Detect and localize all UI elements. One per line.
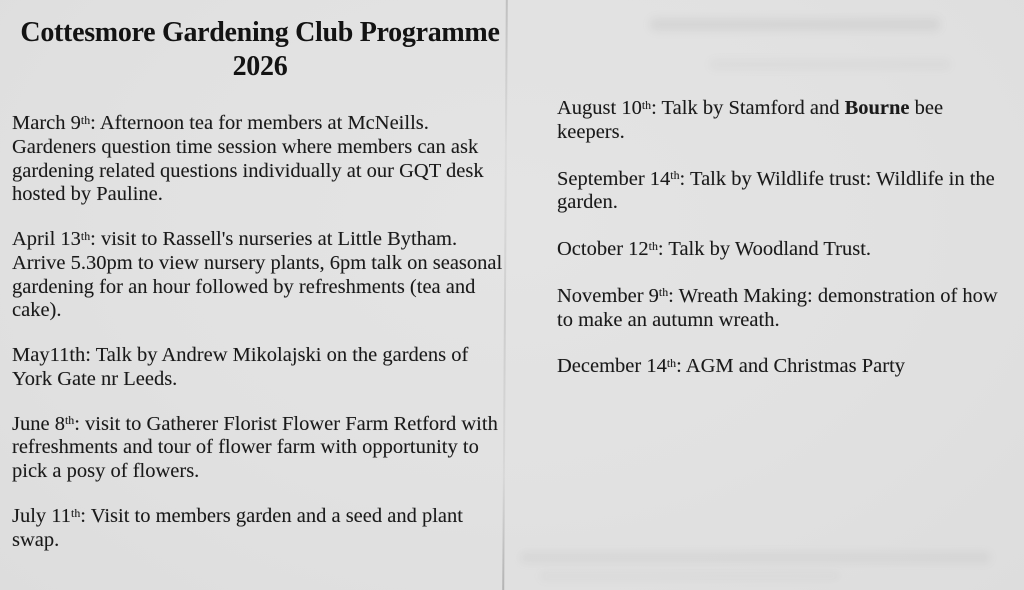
event-details-bold: Bourne [844, 97, 910, 119]
scan-smudge [540, 572, 840, 580]
event-date: September 14 [557, 167, 671, 190]
event-date: May11th [12, 344, 86, 367]
ordinal-suffix: th [64, 413, 75, 428]
event-details: : visit to Gatherer Florist Flower Farm Retford with refreshments and tour of flower farm with opportunity to pick a posy of flowers. [12, 412, 498, 483]
event-details-after: bee keepers. [557, 97, 944, 143]
event-details: : Talk by Woodland Trust. [657, 238, 872, 261]
event-date: November 9 [557, 284, 659, 307]
ordinal-suffix: th [71, 505, 81, 520]
event-details: : Talk by Andrew Mikolajski on the gardens of York Gate nr Leeds. [12, 344, 469, 390]
event-date: June 8 [12, 412, 65, 435]
event-date: December 14 [557, 355, 667, 378]
event-entry-april [12, 228, 508, 323]
document-title [4, 16, 516, 84]
event-date: April 13 [12, 228, 81, 251]
ordinal-suffix: th [670, 168, 680, 183]
scan-smudge [650, 18, 940, 31]
event-details: : Talk by Wildlife trust: Wildlife in the garden. [557, 167, 995, 214]
event-details: : Talk by Stamford and [651, 97, 845, 119]
ordinal-suffix: th [658, 285, 669, 300]
event-entry-march [12, 112, 508, 207]
event-entry-october [557, 238, 1007, 262]
event-entry-december [557, 355, 1007, 379]
event-details: : Visit to members garden and a seed and plant swap. [12, 504, 463, 551]
left-column [12, 112, 508, 573]
event-date: October 12 [557, 238, 649, 261]
title-line-2: 2026 [232, 51, 288, 82]
event-entry-november [557, 285, 1007, 333]
ordinal-suffix: th [80, 228, 91, 243]
scan-smudge [710, 60, 950, 69]
ordinal-suffix: th [666, 356, 677, 371]
event-details: : Afternoon tea for members at McNeills. Gardeners question time session where members can ask gardening related questions individually at our GQT desk hosted by Pauline. [12, 112, 484, 206]
event-entry-may [12, 344, 508, 392]
event-details: : visit to Rassell's nurseries at Little Bytham. Arrive 5.30pm to view nursery plants, 6pm talk on seasonal gardening for an hour followed by refreshments (tea and cake). [12, 228, 503, 322]
event-details: : Wreath Making: demonstration of how to make an autumn wreath. [557, 284, 998, 331]
event-date: March 9 [12, 112, 81, 134]
event-date: August 10 [557, 97, 642, 119]
ordinal-suffix: th [80, 112, 91, 127]
ordinal-suffix: th [641, 97, 652, 112]
scan-smudge [520, 552, 990, 563]
ordinal-suffix: th [648, 238, 658, 253]
event-details: : AGM and Christmas Party [676, 355, 906, 378]
right-column [557, 97, 1007, 402]
event-date: July 11 [12, 504, 72, 527]
event-entry-september [557, 168, 1007, 216]
event-entry-june [12, 413, 508, 484]
event-entry-august [557, 97, 1007, 145]
title-line-1: Cottesmore Gardening Club Programme [20, 17, 500, 48]
event-entry-july [12, 505, 508, 553]
